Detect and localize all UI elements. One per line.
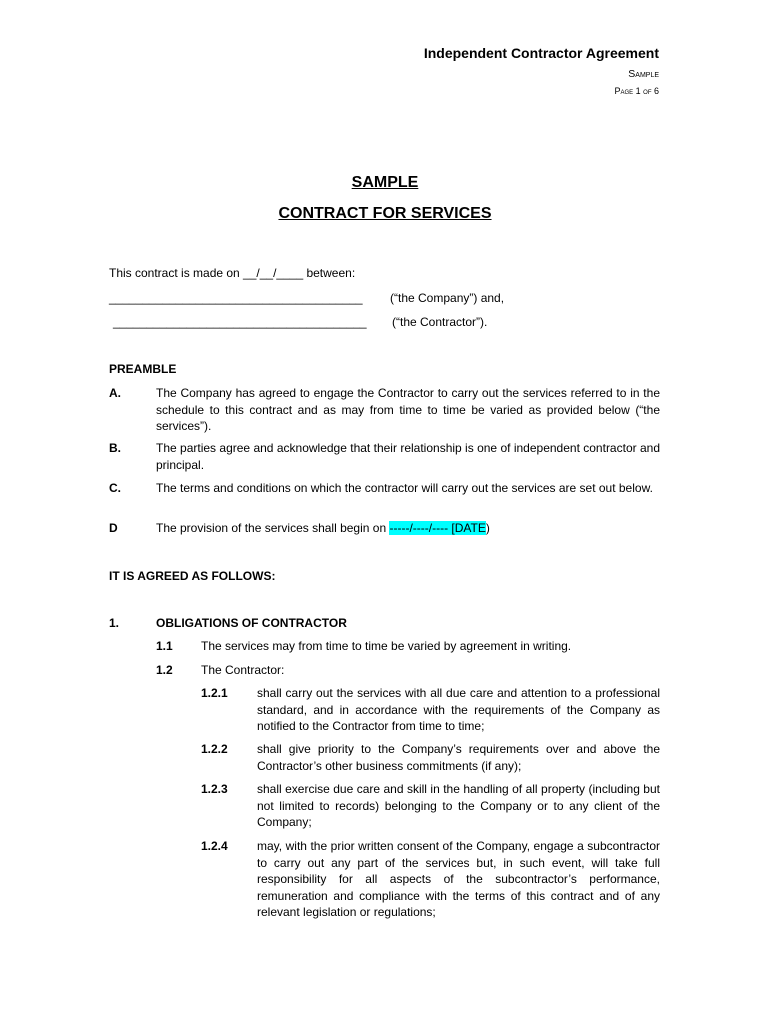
- preamble-text: [156, 520, 660, 537]
- subclause-text: shall give priority to the Company’s requirements over and above the Contractor’s other business commitments (if any);: [257, 742, 660, 773]
- preamble-marker: A.: [109, 386, 121, 400]
- subclause-number: 1.2.4: [201, 839, 228, 853]
- contractor-name-blank: ______________________________________: [113, 315, 367, 329]
- subclause-number: 1.2.1: [201, 686, 228, 700]
- preamble-text: The parties agree and acknowledge that their relationship is one of independent contractor and principal.: [156, 441, 660, 472]
- section-heading: OBLIGATIONS OF CONTRACTOR: [156, 616, 347, 630]
- preamble-heading: PREAMBLE: [109, 362, 177, 376]
- preamble-text: The Company has agreed to engage the Contractor to carry out the services referred to in the schedule to this contract and as may from time to time be varied as provided below (“the services”).: [156, 386, 660, 433]
- start-date-text: The provision of the services shall begin on: [156, 521, 390, 535]
- header-title: Independent Contractor Agreement: [423, 45, 659, 61]
- subclause-number: 1.2.3: [201, 782, 228, 796]
- subclause-number: 1.2.2: [201, 742, 228, 756]
- agreed-heading: IT IS AGREED AS FOLLOWS:: [109, 569, 276, 583]
- subclause-text: shall exercise due care and skill in the handling of all property (including but not limited to records) belonging to the Company or to any client of the Company;: [257, 782, 660, 829]
- preamble-text: The terms and conditions on which the contractor will carry out the services are set out below.: [156, 481, 653, 495]
- header-page-number: Page 1 of 6: [614, 86, 659, 96]
- contractor-label: (“the Contractor”).: [392, 315, 488, 329]
- document-title: SAMPLE: [351, 174, 419, 191]
- start-date-close: ): [485, 521, 490, 535]
- clause-text: The Contractor:: [201, 663, 285, 677]
- preamble-marker: B.: [109, 441, 121, 455]
- clause-text: The services may from time to time be varied by agreement in writing.: [201, 639, 572, 653]
- subclause-text: shall carry out the services with all due care and attention to a professional standard, and in accordance with the requirements of the Company as notified to the Contractor from time to time;: [257, 686, 660, 733]
- section-number: 1.: [109, 616, 120, 630]
- header-sample-label: Sample: [628, 68, 659, 80]
- subclause-text: may, with the prior written consent of the Company, engage a subcontractor to carry out any part of the services but, in such event, will take full responsibility for all aspects of the subcontractor’s performance, remuneration and compliance with the terms of this contract and of any relevant legislation or regulations;: [257, 839, 660, 919]
- preamble-marker: C.: [109, 481, 121, 495]
- preamble-marker: D: [109, 521, 118, 535]
- clause-number: 1.1: [156, 639, 173, 653]
- clause-number: 1.2: [156, 663, 173, 677]
- company-label: (“the Company”) and,: [390, 291, 505, 305]
- company-name-blank: ______________________________________: [109, 291, 363, 305]
- start-date-placeholder: -----/----/---- [DATE: [389, 521, 486, 535]
- intro-made-on: This contract is made on __/__/____ between:: [109, 266, 356, 280]
- document-subtitle: CONTRACT FOR SERVICES: [278, 205, 492, 222]
